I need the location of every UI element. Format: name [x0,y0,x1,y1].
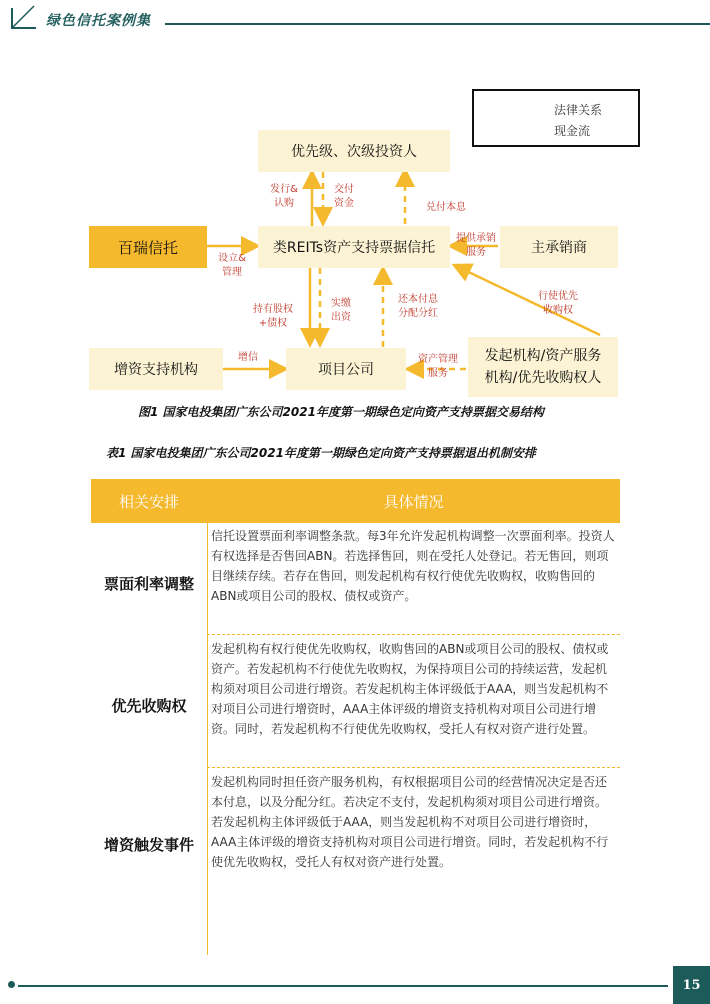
row-name-priority-purchase: 优先收购权 [111,697,187,715]
footer-dot [8,981,15,988]
legend-legal-label: 法律关系 [554,103,603,117]
row-text-coupon-adjustment: 信托设置票面利率调整条款。每3年允许发起机构调整一次票面利率。投资人有权选择是否售回ABN。若选择售回，则在受托人处登记。若无售回，则项目继续存续。若存在售回，则发起机构有权行使优先收购权，收购售回的ABN或项目公司的股权、债权或资产。 [211,529,615,603]
label-issue: 发行& 认购 [270,184,298,209]
project-company-box: 项目公司 [286,348,406,390]
originator-line-2: 机构/优先收购权人 [484,370,602,386]
page-number: 15 [673,966,710,1004]
table-caption: 表1 国家电投集团广东公司2021年度第一期绿色定向资产支持票据退出机制安排 [106,446,536,460]
label-underwrite: 提供承销 服务 [456,233,496,258]
table-column-divider [207,523,208,955]
figure-caption: 图1 国家电投集团广东公司2021年度第一期绿色定向资产支持票据交易结构 [138,405,544,419]
label-capital: 增信 [238,352,258,363]
footer-rule [18,985,668,987]
row-name-capital-trigger: 增资触发事件 [103,836,194,854]
row-divider [207,634,620,635]
row-text-capital-trigger: 发起机构同时担任资产服务机构，有权根据项目公司的经营情况决定是否还本付息，以及分配分红。若决定不支付，发起机构须对项目公司进行增资。若发起机构主体评级低于AAA，则当发起机构不对项目公司进行增资时，AAA主体评级的增资支持机构对项目公司进行增资。同时，若发起机构不行使优先收购权，受托人有权对资产进行处置。 [211,775,609,869]
label-asset-mgmt: 资产管理 服务 [418,354,458,379]
credit-support-box: 增资支持机构 [89,348,223,390]
underwriter-box: 主承销商 [500,226,618,268]
label-contribute: 实缴 出资 [331,298,351,323]
label-equity: 持有股权 +债权 [253,304,293,329]
row-text-priority-purchase: 发起机构有权行使优先收购权，收购售回的ABN或项目公司的股权、债权或资产。若发起机构不行使优先收购权，为保持项目公司的持续运营，发起机构须对项目公司进行增资。若发起机构主体评级低于AAA，则当发起机构不对项目公司进行增资时，AAA主体评级的增资支持机构对项目公司进行增资。同时，若发起机构不行使优先收购权，受托人有权对资产进行处置。 [211,642,609,736]
legend-cash-label: 现金流 [554,124,591,138]
reits-trust-box: 类REITs资产支持票据信托 [258,226,450,268]
exit-mechanism-table [91,479,620,955]
label-option: 行使优先 收购权 [538,291,578,316]
table-header-details: 具体情况 [207,479,620,523]
trust-company-box: 百瑞信托 [89,226,207,268]
label-principal: 兑付本息 [426,202,466,213]
label-repay: 还本付息 分配分红 [398,294,438,319]
originator-line-1: 发起机构/资产服务 [484,348,602,364]
originator-box [468,337,618,397]
legend [472,89,640,147]
label-pay-funds: 交付 资金 [334,184,354,209]
table-header-arrangement: 相关安排 [91,479,207,523]
row-divider [207,767,620,768]
investors-box: 优先级、次级投资人 [258,130,450,172]
header-title: 绿色信托案例集 [46,13,151,29]
row-name-coupon-adjustment: 票面利率调整 [103,575,194,593]
label-setup: 设立& 管理 [218,253,246,278]
